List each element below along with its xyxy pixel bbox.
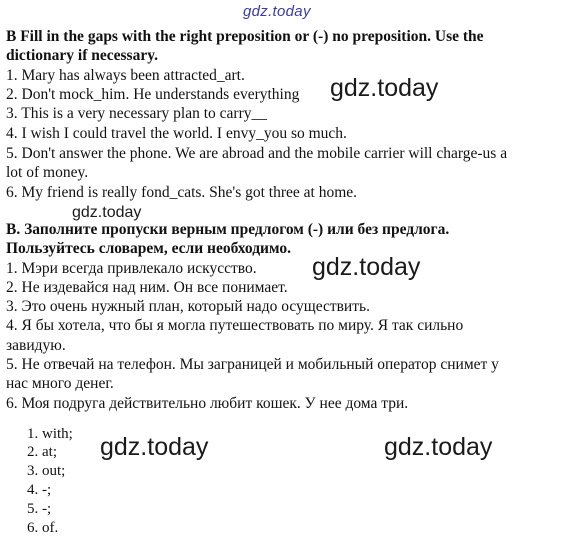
exercise-ru-item: 6. Моя подруга действительно любит кошек. У нее дома три. (6, 395, 409, 412)
exercise-ru-heading-cont: Пользуйтесь словарем, если необходимо. (6, 240, 291, 257)
watermark: gdz.today (312, 253, 421, 281)
watermark: gdz.today (384, 433, 493, 461)
watermark-top: gdz.today (243, 3, 311, 20)
exercise-en-item: lot of money. (6, 164, 89, 181)
watermark: gdz.today (100, 433, 209, 461)
exercise-en-item: 3. This is a very necessary plan to carry__ (6, 105, 267, 122)
exercise-en-item: 6. My friend is really fond_cats. She's got three at home. (6, 184, 358, 201)
exercise-ru-item: нас много денег. (6, 375, 114, 392)
exercise-en-item: 4. I wish I could travel the world. I envy_you so much. (6, 125, 347, 142)
exercise-en-item: 2. Don't mock_him. He understands everything (6, 86, 300, 103)
exercise-ru-item: 3. Это очень нужный план, который надо осуществить. (6, 298, 370, 315)
exercise-en-heading: B Fill in the gaps with the right preposition or (-) no preposition. Use the (6, 28, 484, 45)
answer-item: 3. out; (27, 463, 66, 479)
exercise-ru-item: 4. Я бы хотела, что бы я могла путешествовать по миру. Я так сильно (6, 317, 464, 334)
exercise-en-item: 5. Don't answer the phone. We are abroad and the mobile carrier will charge-us a (6, 145, 508, 162)
exercise-ru-item: 1. Мэри всегда привлекало искусство. (6, 260, 257, 277)
answer-item: 5. -; (27, 501, 52, 517)
answer-item: 1. with; (27, 426, 73, 442)
watermark: gdz.today (72, 204, 142, 221)
exercise-ru-item: завидую. (6, 337, 66, 354)
exercise-ru-item: 5. Не отвечай на телефон. Мы заграницей и мобильный оператор снимет у (6, 356, 499, 373)
exercise-en-heading-cont: dictionary if necessary. (6, 47, 158, 64)
answer-item: 4. -; (27, 482, 52, 498)
exercise-en-item: 1. Mary has always been attracted_art. (6, 67, 245, 84)
answer-item: 6. of. (27, 520, 59, 536)
exercise-ru-item: 2. Не издевайся над ним. Он все понимает. (6, 279, 288, 296)
answer-item: 2. at; (27, 444, 57, 460)
watermark: gdz.today (330, 74, 439, 102)
exercise-ru-heading: В. Заполните пропуски верным предлогом (-) или без предлога. (6, 221, 450, 238)
